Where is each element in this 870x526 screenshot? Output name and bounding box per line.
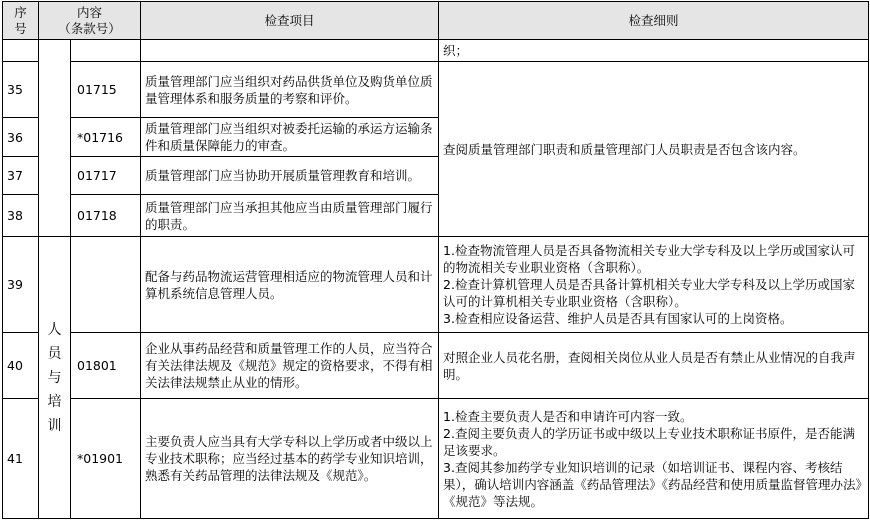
- detail-40: 对照企业人员花名册，查阅相关岗位从业人员是否有禁止从业情况的自我声明。: [439, 333, 869, 399]
- continuation-detail: 织；: [439, 40, 869, 62]
- table-header-row: [3, 2, 869, 40]
- detail-39: [439, 237, 869, 333]
- row-number: 36: [3, 118, 39, 157]
- clause-code: 01718: [71, 195, 141, 237]
- detail-line: 2.检查计算机管理人员是否具备计算机相关专业大学专科及以上学历或国家认可的计算机相关专业职业资格（含职称）。: [443, 277, 855, 309]
- table-row: [3, 62, 869, 118]
- check-item: 主要负责人应当具有大学专科以上学历或者中级以上专业技术职称；应当经过基本的药学专业知识培训，熟悉有关药品管理的法律法规及《规范》。: [141, 399, 439, 519]
- header-detail: 检查细则: [439, 2, 869, 40]
- category-char: 人: [47, 321, 62, 338]
- detail-41: [439, 399, 869, 519]
- category-char: 与: [47, 369, 62, 386]
- check-item: 配备与药品物流运营管理相适应的物流管理人员和计算机系统信息管理人员。: [141, 237, 439, 333]
- category-cell-blank: [39, 40, 71, 237]
- shared-detail: 查阅质量管理部门职责和质量管理部门人员职责是否包含该内容。: [439, 62, 869, 237]
- header-item: 检查项目: [141, 2, 439, 40]
- header-seq: [3, 2, 39, 40]
- detail-line: 1.检查物流管理人员是否具备物流相关专业大学专科及以上学历或国家认可的物流相关专业职业资格（含职称）。: [443, 243, 855, 275]
- check-item: 企业从事药品经营和质量管理工作的人员，应当符合有关法律法规及《规范》规定的资格要求，不得有相关法律法规禁止从业的情形。: [141, 333, 439, 399]
- detail-line: 1.检查主要负责人是否和申请许可内容一致。: [443, 408, 693, 424]
- header-content: [39, 2, 141, 40]
- category-char: 训: [47, 417, 62, 434]
- row-number: 35: [3, 62, 39, 118]
- category-cell: [39, 237, 71, 519]
- category-char: 员: [47, 345, 62, 362]
- table-row: [3, 333, 869, 399]
- table-row: [3, 399, 869, 519]
- row-number: 39: [3, 237, 39, 333]
- clause-code: 01715: [71, 62, 141, 118]
- detail-line: 2.查阅主要负责人的学历证书或中级以上专业技术职称证书原件，是否能满足该要求。: [443, 425, 855, 458]
- inspection-table: [2, 1, 869, 519]
- header-seq-line1: 序: [14, 4, 27, 20]
- check-item: 质量管理部门应当承担其他应当由质量管理部门履行的职责。: [141, 195, 439, 237]
- header-content-line1: 内容: [77, 4, 103, 20]
- clause-code: *01901: [71, 399, 141, 519]
- row-number: 38: [3, 195, 39, 237]
- row-number: 40: [3, 333, 39, 399]
- detail-line: 3.查阅其参加药学专业知识培训的记录（如培训证书、课程内容、考核结果），确认培训内容涵盖《药品管理法》《药品经营和使用质量监督管理办法》《规范》等法规。: [443, 459, 862, 509]
- check-item: 质量管理部门应当组织对药品供货单位及购货单位质量管理体系和服务质量的考察和评价。: [141, 62, 439, 118]
- table-row: [3, 237, 869, 333]
- row-number: 41: [3, 399, 39, 519]
- header-content-line2: （条款号）: [58, 20, 121, 36]
- category-char: 培: [47, 393, 62, 410]
- table-row: [3, 40, 869, 62]
- row-number: 37: [3, 157, 39, 195]
- check-item: 质量管理部门应当协助开展质量管理教育和培训。: [141, 157, 439, 195]
- check-item: 质量管理部门应当组织对被委托运输的承运方运输条件和质量保障能力的审查。: [141, 118, 439, 157]
- clause-code: 01717: [71, 157, 141, 195]
- detail-line: 3.检查相应设备运营、维护人员是否具有国家认可的上岗资格。: [443, 311, 793, 326]
- clause-code: 01801: [71, 333, 141, 399]
- clause-code: [71, 237, 141, 333]
- header-seq-line2: 号: [14, 20, 27, 36]
- clause-code: *01716: [71, 118, 141, 157]
